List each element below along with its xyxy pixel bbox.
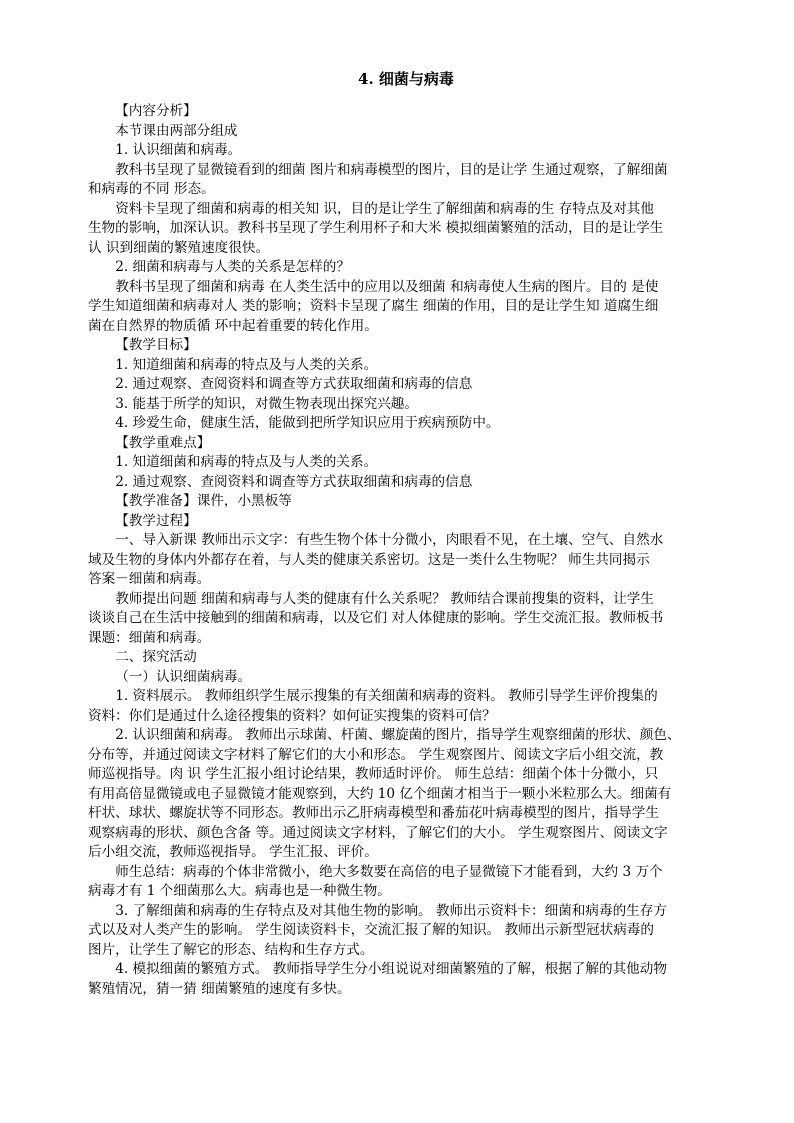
paragraph-continuation: 图片，让学生了解它的形态、结构和生存方式。 [88, 941, 374, 958]
paragraph-continuation: 观察病毒的形状、颜色含备 等。通过阅读文字材料，了解它们的大小。 学生观察图片、阅读文字 [88, 824, 668, 841]
paragraph-continuation: 繁殖情况，猜一猜 细菌繁殖的速度有多快。 [88, 980, 351, 997]
paragraph: 教科书呈现了细菌和病毒 在人类生活中的应用以及细菌 和病毒使人生病的图片。目的 是使 [115, 278, 659, 295]
paragraph: 1. 资料展示。 教师组织学生展示搜集的有关细菌和病毒的资料。 教师引导学生评价搜集的 [115, 688, 658, 704]
paragraph-continuation: 谈谈自己在生活中接触到的细菌和病毒，以及它们 对人体健康的影响。学生交流汇报。教师板书 [88, 610, 664, 626]
paragraph: 2. 认识细菌和病毒。 教师出示球菌、杆菌、螺旋菌的图片，指导学生观察细菌的形状、颜色、 [115, 727, 681, 743]
paragraph-continuation: 杆状、球状、螺旋状等不同形态。教师出示乙肝病毒模型和番茄花叶病毒模型的图片，指导学生 [88, 805, 659, 821]
list-item: 1. 知道细菌和病毒的特点及与人类的关系。 [115, 356, 378, 373]
subsection-heading: 二、探究活动 [115, 649, 197, 665]
list-item: 3. 能基于所学的知识，对微生物表现出探究兴趣。 [115, 395, 418, 412]
list-item: 4. 珍爱生命，健康生活，能做到把所学知识应用于疾病预防中。 [115, 415, 500, 431]
paragraph: 教科书呈现了显微镜看到的细菌 图片和病毒模型的图片，目的是让学 生通过观察，了解细菌 [115, 161, 668, 178]
paragraph-continuation: 和病毒的不同 形态。 [88, 181, 215, 197]
subsection-heading: （一）认识细菌病毒。 [115, 668, 252, 685]
section-heading-content-analysis: 【内容分析】 [115, 103, 197, 119]
page-title: 4. 细菌与病毒 [358, 70, 454, 88]
paragraph-continuation: 式以及对人类产生的影响。 学生阅读资料卡，交流汇报了解的知识。 教师出示新型冠状病毒的 [88, 922, 654, 938]
paragraph-continuation: 答案－细菌和病毒。 [88, 571, 211, 587]
section-heading-process: 【教学过程】 [115, 512, 197, 529]
paragraph-continuation: 课题：细菌和病毒。 [88, 629, 211, 646]
list-item: 1. 知道细菌和病毒的特点及与人类的关系。 [115, 454, 378, 470]
list-item: 2. 通过观察、查阅资料和调查等方式获取细菌和病毒的信息 [115, 376, 473, 392]
paragraph: 3. 了解细菌和病毒的生存特点及对其他生物的影响。 教师出示资料卡：细菌和病毒的生存方 [115, 902, 667, 919]
paragraph: 2. 细菌和病毒与人类的关系是怎样的？ [115, 259, 350, 275]
paragraph: 一、导入新课 教师出示文字：有些生物个体十分微小，肉眼看不见，在土壤、空气、自然水 [115, 532, 664, 548]
paragraph: 师生总结：病毒的个体非常微小，绝大多数要在高倍的电子显微镜下才能看到，大约 3 万个 [115, 863, 663, 880]
paragraph-continuation: 师巡视指导。肉 识 学生汇报小组讨论结果，教师适时评价。 师生总结：细菌个体十分微小，只 [88, 766, 659, 782]
paragraph-continuation: 后小组交流，教师巡视指导。 学生汇报、评价。 [88, 844, 378, 860]
paragraph-continuation: 分布等，并通过阅读文字材料了解它们的大小和形态。 学生观察图片、阅读文字后小组交流，教 [88, 746, 664, 763]
paragraph-continuation: 菌在自然界的物质循 环中起着重要的转化作用。 [88, 317, 378, 334]
paragraph: 1. 认识细菌和病毒。 [115, 142, 242, 158]
list-item: 2. 通过观察、查阅资料和调查等方式获取细菌和病毒的信息 [115, 473, 473, 490]
paragraph-continuation: 资料：你们是通过什么途径搜集的资料？如何证实搜集的资料可信？ [88, 707, 496, 724]
paragraph: 4. 模拟细菌的繁殖方式。 教师指导学生分小组说说对细菌繁殖的了解，根据了解的其他动物 [115, 961, 667, 977]
paragraph-continuation: 病毒才有 1 个细菌那么大。病毒也是一种微生物。 [88, 883, 391, 899]
document-page [88, 66, 724, 999]
section-heading-teaching-goals: 【教学目标】 [115, 337, 197, 353]
paragraph-continuation: 学生知道细菌和病毒对人 类的影响；资料卡呈现了腐生 细菌的作用，目的是让学生知 道腐生细 [88, 298, 659, 314]
paragraph: 资料卡呈现了细菌和病毒的相关知 识，目的是让学生了解细菌和病毒的生 存特点及对其他 [115, 200, 654, 217]
paragraph: 本节课由两部分组成 [115, 122, 238, 139]
section-heading-preparation: 【教学准备】课件，小黑板等 [115, 493, 292, 509]
paragraph-continuation: 有用高倍显微镜或电子显微镜才能观察到，大约 10 亿个细菌才相当于一颗小米粒那么大。细菌有 [88, 785, 672, 802]
paragraph: 教师提出问题 细菌和病毒与人类的健康有什么关系呢？ 教师结合课前搜集的资料，让学生 [115, 590, 654, 607]
section-heading-key-points: 【教学重难点】 [115, 434, 211, 451]
paragraph-continuation: 认 识到细菌的繁殖速度很快。 [88, 239, 270, 256]
paragraph-continuation: 生物的影响，加深认识。教科书呈现了学生利用杯子和大米 模拟细菌繁殖的活动，目的是让学生 [88, 220, 664, 236]
paragraph-continuation: 域及生物的身体内外都存在着，与人类的健康关系密切。这是一类什么生物呢？ 师生共同揭示 [88, 551, 650, 568]
